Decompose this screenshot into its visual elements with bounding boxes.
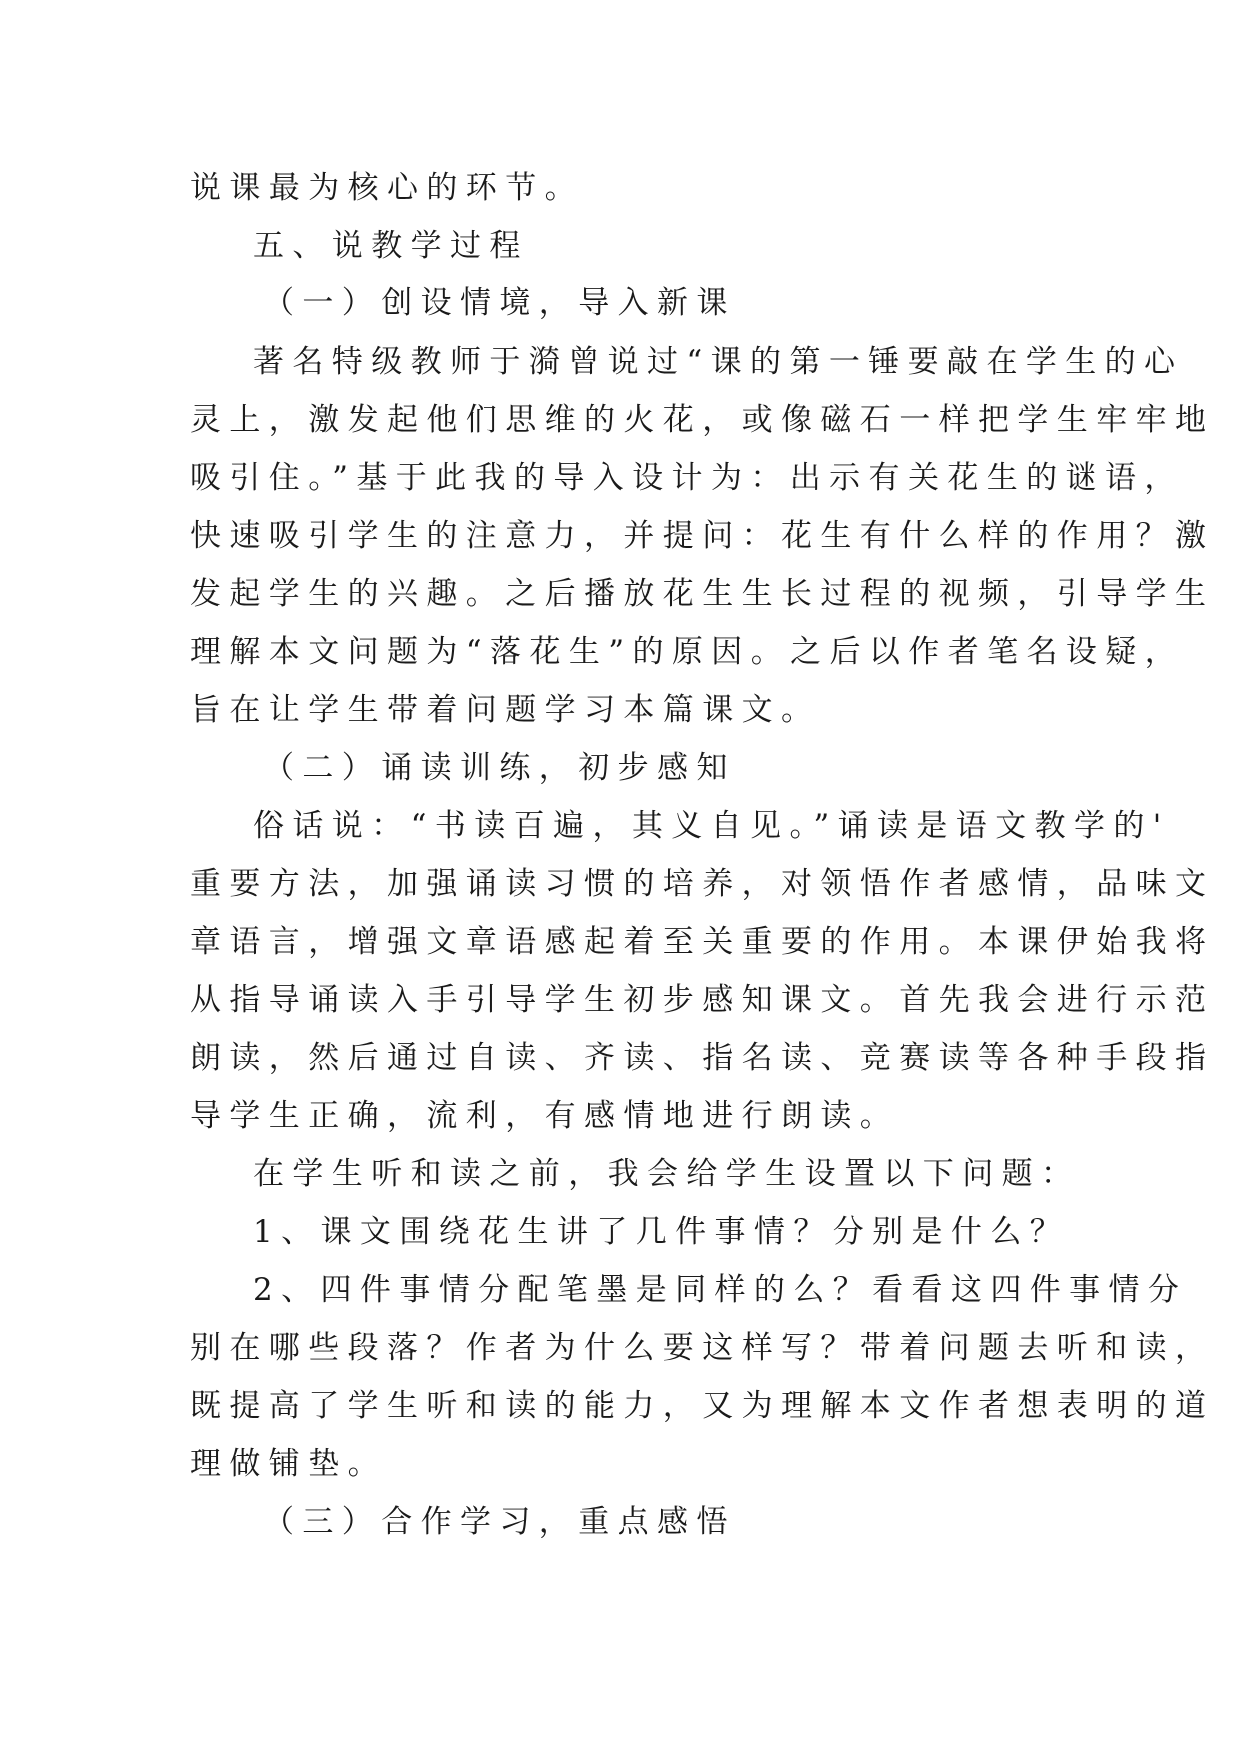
text-line: 吸引住。”基于此我的导入设计为：出示有关花生的谜语， — [190, 460, 1184, 496]
text-line: 从指导诵读入手引导学生初步感知课文。首先我会进行示范 — [190, 982, 1215, 1018]
list-item: 2、四件事情分配笔墨是同样的么？看看这四件事情分 — [253, 1272, 1188, 1308]
text-line: 说课最为核心的环节。 — [190, 170, 584, 206]
subsection-heading: （一）创设情境，导入新课 — [263, 285, 736, 321]
text-line: 导学生正确，流利，有感情地进行朗读。 — [190, 1098, 900, 1134]
text-line: 旨在让学生带着问题学习本篇课文。 — [190, 692, 821, 728]
text-line: 快速吸引学生的注意力，并提问：花生有什么样的作用？激 — [190, 518, 1215, 554]
text-line: 章语言，增强文章语感起着至关重要的作用。本课伊始我将 — [190, 924, 1215, 960]
text-line: 发起学生的兴趣。之后播放花生生长过程的视频，引导学生 — [190, 576, 1215, 612]
text-line: 既提高了学生听和读的能力，又为理解本文作者想表明的道 — [190, 1388, 1215, 1424]
text-line: 重要方法，加强诵读习惯的培养，对领悟作者感情，品味文 — [190, 866, 1215, 902]
subsection-heading: （三）合作学习，重点感悟 — [263, 1504, 736, 1540]
text-line: 理做铺垫。 — [190, 1446, 387, 1482]
list-item: 1、课文围绕花生讲了几件事情？分别是什么？ — [253, 1214, 1070, 1250]
text-line: 在学生听和读之前，我会给学生设置以下问题： — [253, 1156, 1081, 1192]
subsection-heading: （二）诵读训练，初步感知 — [263, 750, 736, 786]
text-line: 理解本文问题为“落花生”的原因。之后以作者笔名设疑， — [190, 634, 1185, 670]
text-line: 朗读，然后通过自读、齐读、指名读、竞赛读等各种手段指 — [190, 1040, 1215, 1076]
text-line: 别在哪些段落？作者为什么要这样写？带着问题去听和读， — [190, 1330, 1215, 1366]
section-heading: 五、说教学过程 — [253, 228, 529, 264]
text-line: 著名特级教师于漪曾说过“课的第一锤要敲在学生的心 — [253, 344, 1184, 380]
text-line: 俗话说：“书读百遍，其义自见。”诵读是语文教学的' — [253, 808, 1170, 844]
text-line: 灵上，激发起他们思维的火花，或像磁石一样把学生牢牢地 — [190, 402, 1215, 438]
